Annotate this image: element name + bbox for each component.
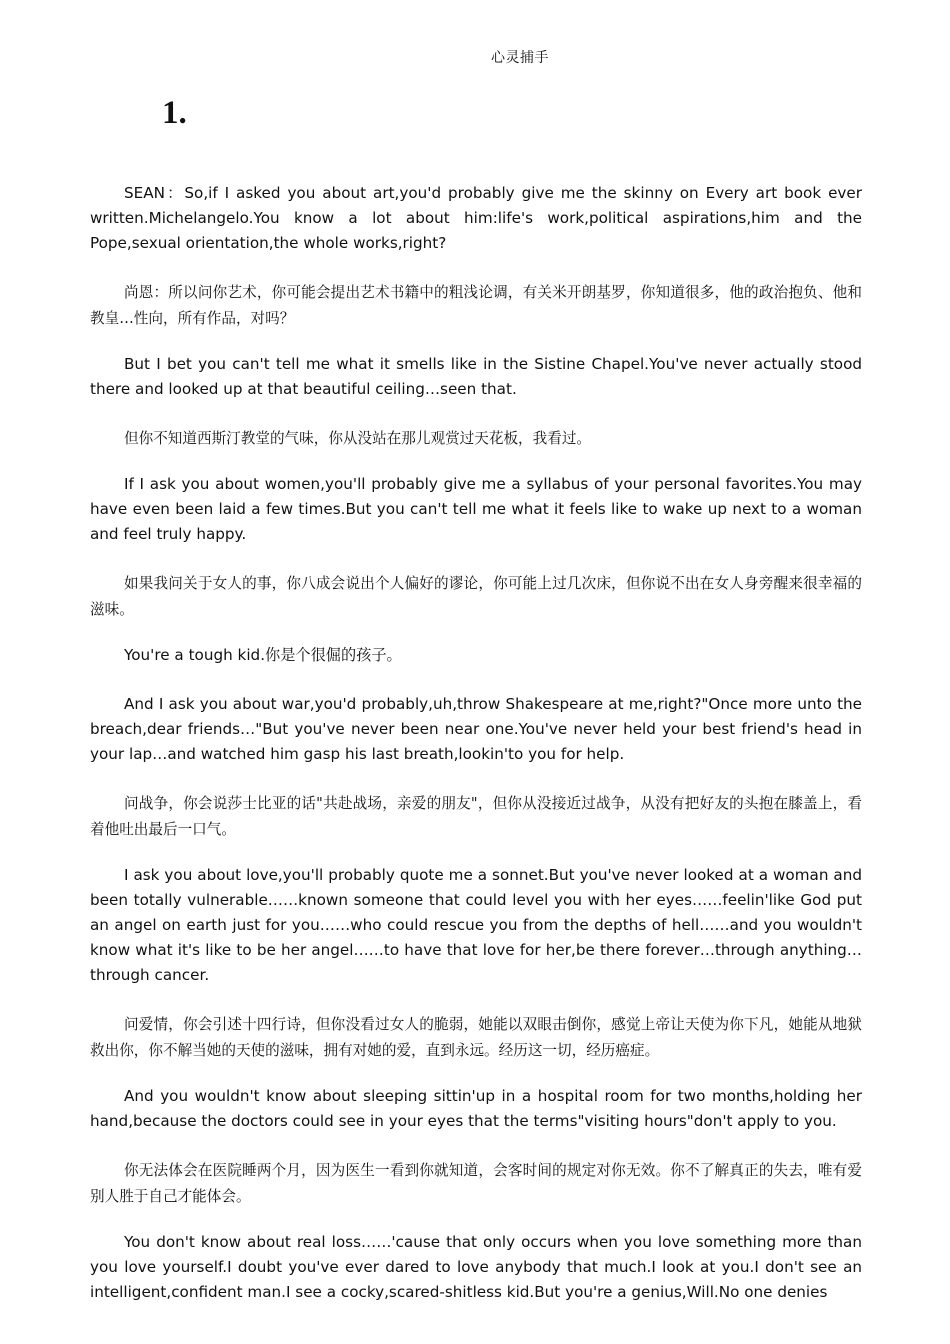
paragraph-chinese: 如果我问关于女人的事，你八成会说出个人偏好的谬论，你可能上过几次床，但你说不出在女人身旁醒来很幸福的滋味。 [90,575,862,618]
paragraph-english: You're a tough kid.你是个很倔的孩子。 [124,646,402,664]
paragraph-chinese: 但你不知道西斯汀教堂的气味，你从没站在那儿观赏过天花板，我看过。 [124,430,592,447]
paragraph-english: SEAN：So,if I asked you about art,you'd probably give me the skinny on Every art book ever written.Michelangelo.You know a lot about him:life's work,political aspirations,him and the Pope,sexual orientation,the whole works,right? [90,184,862,252]
section-number: 1. [162,95,187,131]
paragraph-english: But I bet you can't tell me what it smells like in the Sistine Chapel.You've never actually stood there and looked up at that beautiful ceiling…seen that. [90,355,862,398]
paragraph-english: If I ask you about women,you'll probably give me a syllabus of your personal favorites.You may have even been laid a few times.But you can't tell me what it feels like to wake up next to a woman and feel truly happy. [90,475,862,543]
paragraph-english: And I ask you about war,you'd probably,uh,throw Shakespeare at me,right?"Once more unto the breach,dear friends…"But you've never been near one.You've never held your best friend's head in your lap…and watched him gasp his last breath,lookin'to you for help. [90,695,862,763]
paragraph-english: I ask you about love,you'll probably quote me a sonnet.But you've never looked at a woman and been totally vulnerable……known someone that could level you with her eyes……feelin'like God put an angel on earth just for you……who could rescue you from the depths of hell……and you wouldn't know what it's like to be her angel……to have that love for her,be there forever…through anything…through cancer. [90,866,862,984]
paragraph-chinese: 尚恩：所以问你艺术，你可能会提出艺术书籍中的粗浅论调，有关米开朗基罗，你知道很多，他的政治抱负、他和教皇…性向，所有作品，对吗？ [90,284,862,327]
paragraph-chinese: 你无法体会在医院睡两个月，因为医生一看到你就知道，会客时间的规定对你无效。你不了解真正的失去，唯有爱别人胜于自己才能体会。 [90,1162,862,1205]
paragraph-english: You don't know about real loss……'cause that only occurs when you love something more than you love yourself.I doubt you've ever dared to love anybody that much.I look at you.I don't see an intelligent,confident man.I see a cocky,scared-shitless kid.But you're a genius,Will.No one denies [90,1233,862,1301]
running-header: 心灵捕手 [491,50,549,66]
paragraph-chinese: 问爱情，你会引述十四行诗，但你没看过女人的脆弱，她能以双眼击倒你，感觉上帝让天使为你下凡，她能从地狱救出你，你不解当她的天使的滋味，拥有对她的爱，直到永远。经历这一切，经历癌症。 [90,1016,862,1059]
paragraph-english: And you wouldn't know about sleeping sittin'up in a hospital room for two months,holding her hand,because the doctors could see in your eyes that the terms"visiting hours"don't apply to you. [90,1087,862,1130]
paragraph-chinese: 问战争，你会说莎士比亚的话"共赴战场，亲爱的朋友"，但你从没接近过战争，从没有把好友的头抱在膝盖上，看着他吐出最后一口气。 [90,795,862,838]
document-body [90,181,862,1329]
